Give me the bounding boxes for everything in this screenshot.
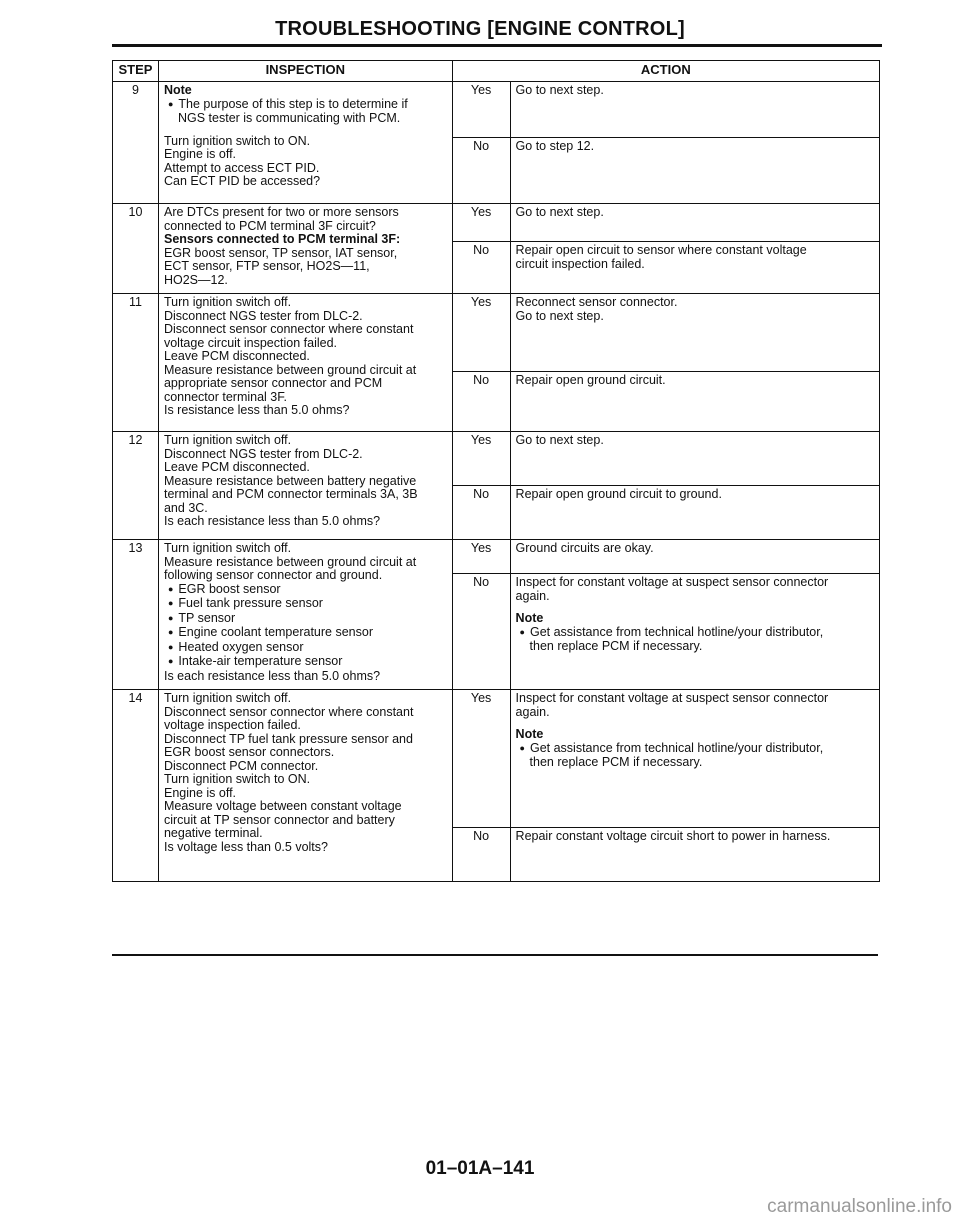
yes-action: Go to next step. <box>510 432 879 486</box>
inspection-cell <box>158 294 452 432</box>
inspection-line: Are DTCs present for two or more sensors <box>163 205 399 219</box>
no-action: Repair open ground circuit to ground. <box>510 486 879 540</box>
sensor-bullet: ● Engine coolant temperature sensor <box>164 626 447 641</box>
inspection-line: Disconnect sensor connector where constant <box>163 322 414 336</box>
inspection-line: Turn ignition switch off. <box>163 295 292 309</box>
no-label: No <box>452 372 510 432</box>
table-row <box>113 204 880 242</box>
step-number: 14 <box>113 690 159 882</box>
table-header-row <box>113 61 880 82</box>
inspection-line: Is resistance less than 5.0 ohms? <box>163 403 350 417</box>
no-action: Repair constant voltage circuit short to power in harness. <box>510 828 879 882</box>
troubleshooting-table <box>112 60 880 882</box>
inspection-cell <box>158 432 452 540</box>
inspection-line: terminal and PCM connector terminals 3A, 3B <box>163 487 418 501</box>
table-row <box>113 540 880 574</box>
action-line: Go to next step. <box>515 308 604 323</box>
table-row <box>113 294 880 372</box>
inspection-line: Turn ignition switch off. <box>163 433 292 447</box>
sensor-bullet: ● Intake-air temperature sensor <box>164 655 447 670</box>
yes-action <box>510 690 879 828</box>
inspection-line: appropriate sensor connector and PCM <box>163 376 383 390</box>
action-line: Inspect for constant voltage at suspect sensor connector <box>515 691 829 705</box>
inspection-line: Measure voltage between constant voltage <box>163 799 402 813</box>
inspection-line: Measure resistance between ground circuit at <box>163 554 417 569</box>
no-action: Go to step 12. <box>510 138 879 204</box>
note-bullet: ● Get assistance from technical hotline/your distributor, <box>516 626 874 641</box>
inspection-line: voltage circuit inspection failed. <box>163 335 337 350</box>
step-number: 11 <box>113 294 159 432</box>
note-label: Note <box>515 727 544 741</box>
inspection-line: EGR boost sensor, TP sensor, IAT sensor, <box>163 245 398 260</box>
page-title: TROUBLESHOOTING [ENGINE CONTROL] <box>275 18 685 40</box>
note-bullet-cont: then replace PCM if necessary. <box>529 755 703 769</box>
header-step: STEP <box>113 61 159 82</box>
inspection-line: Turn ignition switch off. <box>163 541 292 555</box>
sensor-bullet: ● EGR boost sensor <box>164 583 447 598</box>
yes-label: Yes <box>452 82 510 138</box>
inspection-line: Turn ignition switch off. <box>163 691 292 705</box>
step-number: 9 <box>113 82 159 204</box>
table-row <box>113 432 880 486</box>
inspection-line: Turn ignition switch to ON. <box>163 772 311 786</box>
sensor-bullet: ● Heated oxygen sensor <box>164 641 447 656</box>
inspection-line: Leave PCM disconnected. <box>163 349 310 363</box>
no-action: Repair open ground circuit. <box>510 372 879 432</box>
inspection-line: voltage inspection failed. <box>163 718 301 732</box>
inspection-line: Turn ignition switch to ON. <box>163 133 311 148</box>
inspection-line: Sensors connected to PCM terminal 3F: <box>163 232 401 246</box>
sensor-bullet: ● TP sensor <box>164 612 447 627</box>
inspection-line: Leave PCM disconnected. <box>163 460 310 474</box>
yes-action: Go to next step. <box>510 204 879 242</box>
step-number: 12 <box>113 432 159 540</box>
inspection-line: Engine is off. <box>163 785 237 800</box>
action-line: circuit inspection failed. <box>515 256 645 271</box>
step-number: 10 <box>113 204 159 294</box>
step-number: 13 <box>113 540 159 690</box>
inspection-line: ECT sensor, FTP sensor, HO2S—11, <box>163 259 370 273</box>
no-label: No <box>452 486 510 540</box>
yes-action <box>510 294 879 372</box>
no-label: No <box>452 138 510 204</box>
yes-label: Yes <box>452 432 510 486</box>
inspection-line: connected to PCM terminal 3F circuit? <box>163 218 376 233</box>
note-label: Note <box>515 611 544 625</box>
inspection-line: following sensor connector and ground. <box>163 568 383 582</box>
no-action <box>510 574 879 690</box>
inspection-cell <box>158 540 452 690</box>
action-line: again. <box>515 588 550 603</box>
page-number: 01–01A–141 <box>425 1158 535 1179</box>
note-bullet-cont: then replace PCM if necessary. <box>529 639 703 653</box>
no-label: No <box>452 828 510 882</box>
note-bullet: ● The purpose of this step is to determine if <box>164 98 447 113</box>
yes-label: Yes <box>452 540 510 574</box>
inspection-line: Can ECT PID be accessed? <box>163 174 321 188</box>
inspection-line: Is voltage less than 0.5 volts? <box>163 839 328 854</box>
no-label: No <box>452 574 510 690</box>
inspection-line: Engine is off. <box>163 147 237 161</box>
note-bullet: ● Get assistance from technical hotline/your distributor, <box>516 742 874 757</box>
yes-label: Yes <box>452 690 510 828</box>
inspection-cell <box>158 204 452 294</box>
table-row <box>113 690 880 828</box>
yes-label: Yes <box>452 204 510 242</box>
inspection-line: and 3C. <box>163 500 208 515</box>
yes-action: Ground circuits are okay. <box>510 540 879 574</box>
inspection-line: EGR boost sensor connectors. <box>163 745 335 759</box>
title-rule <box>112 44 882 47</box>
inspection-line: HO2S—12. <box>163 272 228 287</box>
inspection-line: Attempt to access ECT PID. <box>163 160 320 175</box>
inspection-line: Disconnect NGS tester from DLC-2. <box>163 446 363 461</box>
inspection-line: circuit at TP sensor connector and battery <box>163 812 395 827</box>
inspection-line: connector terminal 3F. <box>163 389 287 404</box>
no-label: No <box>452 242 510 294</box>
inspection-cell <box>158 82 452 204</box>
note-bullet-cont: NGS tester is communicating with PCM. <box>177 111 401 125</box>
sensor-bullet: ● Fuel tank pressure sensor <box>164 597 447 612</box>
action-line: again. <box>515 704 550 719</box>
inspection-line: Measure resistance between ground circuit at <box>163 362 417 377</box>
action-line: Repair open circuit to sensor where constant voltage <box>515 243 807 257</box>
table-row <box>113 82 880 138</box>
footer-rule <box>112 954 878 956</box>
inspection-line: Disconnect TP fuel tank pressure sensor and <box>163 731 413 746</box>
inspection-line: Is each resistance less than 5.0 ohms? <box>163 514 381 528</box>
inspection-line: negative terminal. <box>163 826 263 840</box>
header-action: ACTION <box>452 61 879 82</box>
action-line: Reconnect sensor connector. <box>515 295 678 309</box>
action-line: Inspect for constant voltage at suspect sensor connector <box>515 575 829 589</box>
inspection-line: Is each resistance less than 5.0 ohms? <box>163 668 381 683</box>
note-label: Note <box>163 83 192 97</box>
inspection-line: Disconnect NGS tester from DLC-2. <box>163 308 363 323</box>
yes-label: Yes <box>452 294 510 372</box>
inspection-line: Measure resistance between battery negative <box>163 473 417 488</box>
header-inspection: INSPECTION <box>158 61 452 82</box>
inspection-cell <box>158 690 452 882</box>
no-action <box>510 242 879 294</box>
inspection-line: Disconnect PCM connector. <box>163 758 319 773</box>
watermark: carmanualsonline.info <box>767 1196 952 1217</box>
inspection-line: Disconnect sensor connector where constant <box>163 704 414 719</box>
yes-action: Go to next step. <box>510 82 879 138</box>
